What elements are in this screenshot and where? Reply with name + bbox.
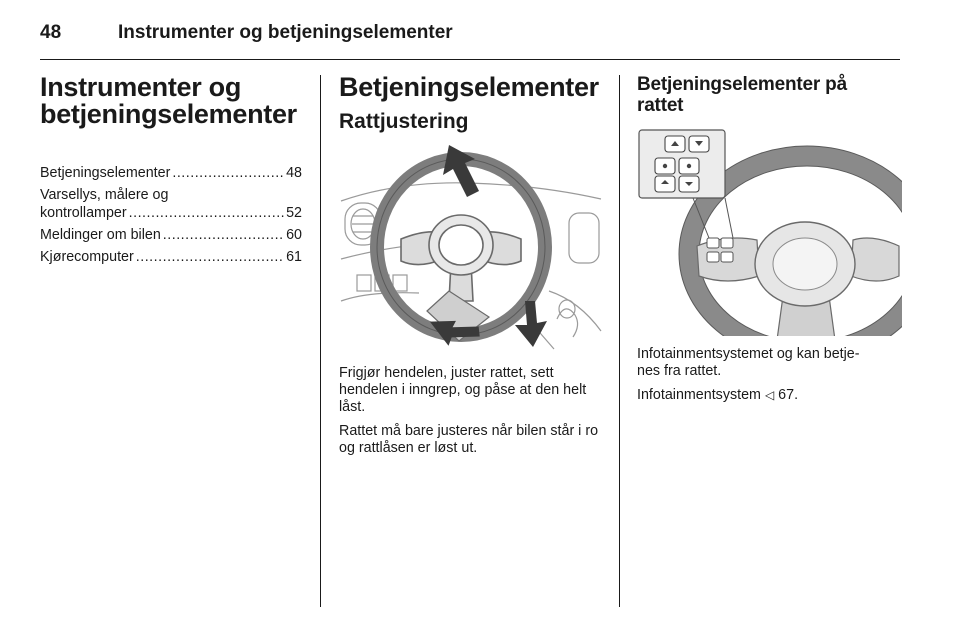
header-divider	[40, 59, 900, 60]
steering-wheel-controls-illustration	[637, 126, 902, 336]
page-header	[40, 18, 900, 60]
subsection-title: Rattjustering	[339, 110, 469, 133]
info-paragraph-1-line-2: nes fra rattet.	[637, 363, 722, 379]
toc-entry-page: 48	[286, 165, 302, 181]
instruction-paragraph-1: Frigjør hendelen, juster rattet, sett hendelen i inngrep, og påse at den helt låst.	[339, 365, 587, 415]
column-steering-adjustment	[339, 74, 604, 464]
toc-entry-kjorecomputer[interactable]	[40, 248, 302, 266]
section-title	[637, 74, 902, 116]
chapter-title-line-2: betjeningselementer	[40, 99, 297, 129]
toc-entry-varsellys[interactable]	[40, 186, 302, 222]
toc-leader	[163, 226, 284, 244]
toc-entry-betjeningselementer[interactable]	[40, 164, 302, 182]
column-divider-1	[320, 75, 321, 607]
toc-entry-label: Meldinger om bilen	[40, 227, 161, 243]
running-title: Instrumenter og betjeningselementer	[118, 22, 453, 43]
cross-reference-arrow-icon: ◁	[764, 388, 775, 402]
cross-reference-label: Infotainmentsystem	[637, 387, 761, 403]
page-number: 48	[40, 22, 62, 43]
toc-entry-label-continued: kontrollamper	[40, 205, 127, 221]
section-title-line-1: Betjeningselementer på	[637, 74, 847, 95]
column-steering-controls	[637, 74, 902, 411]
steering-wheel-adjustment-illustration	[339, 141, 604, 351]
info-paragraph-1	[637, 346, 902, 380]
toc-entry-page: 52	[286, 205, 302, 221]
column-divider-2	[619, 75, 620, 607]
chapter-title	[40, 74, 302, 128]
toc-entry-label: Kjørecomputer	[40, 249, 134, 265]
toc-entry-label: Betjeningselementer	[40, 165, 171, 181]
toc-entry-meldinger[interactable]	[40, 226, 302, 244]
toc-leader	[172, 164, 284, 182]
toc-entry-page: 61	[286, 249, 302, 265]
cross-reference-page[interactable]: 67.	[778, 387, 799, 403]
instruction-paragraph-2: Rattet må bare justeres når bilen står i ro og rattlåsen er løst ut.	[339, 423, 599, 456]
section-title: Betjeningselementer	[339, 72, 599, 102]
toc-leader	[136, 248, 284, 266]
section-title-line-2: rattet	[637, 95, 684, 116]
column-contents	[40, 74, 302, 270]
table-of-contents	[40, 164, 302, 266]
cross-reference-paragraph[interactable]	[637, 387, 902, 404]
toc-leader	[129, 204, 284, 222]
toc-entry-label: Varsellys, målere og	[40, 187, 169, 203]
chapter-title-line-1: Instrumenter og	[40, 72, 242, 102]
info-paragraph-1-line-1: Infotainmentsystemet og kan betje-	[637, 346, 860, 362]
toc-entry-page: 60	[286, 227, 302, 243]
